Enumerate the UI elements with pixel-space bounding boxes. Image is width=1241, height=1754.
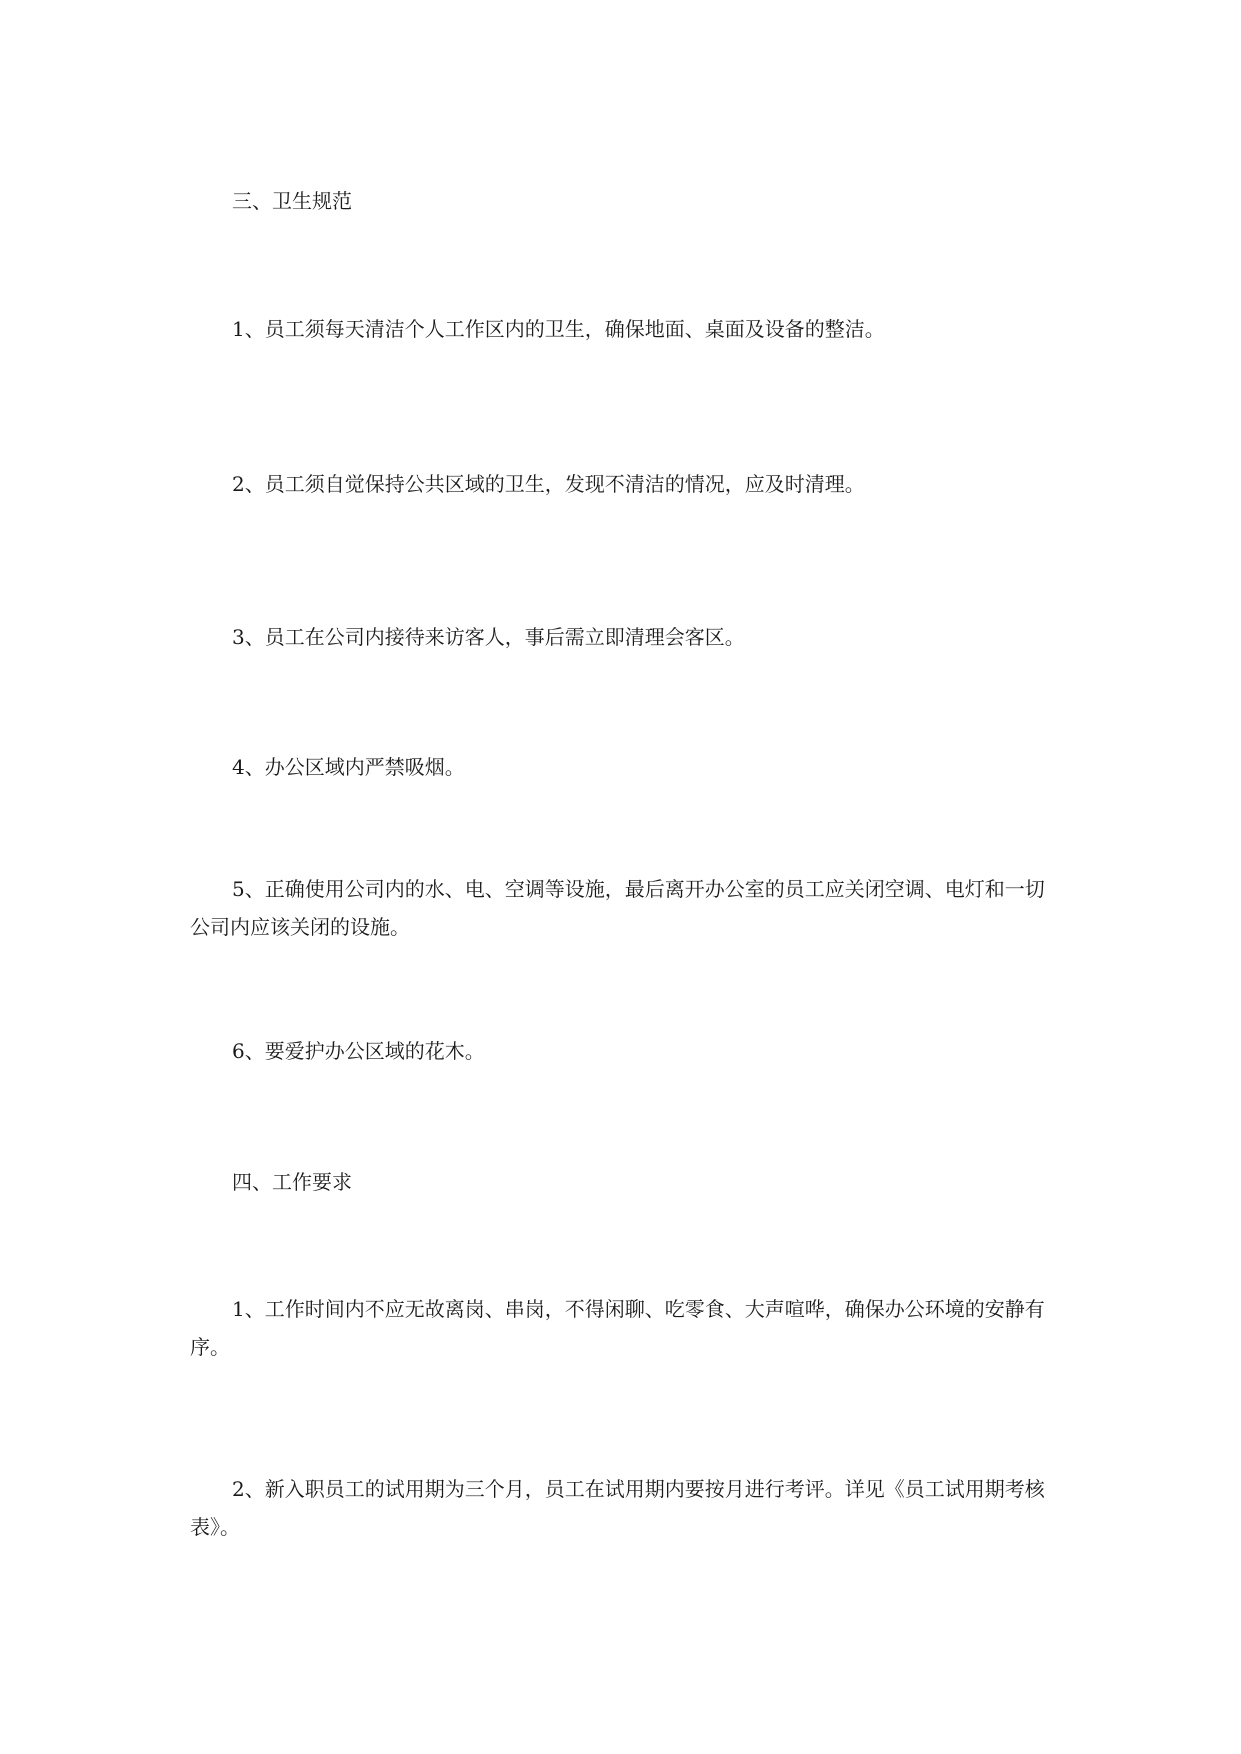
work-item-2: 2、新入职员工的试用期为三个月，员工在试用期内要按月进行考评。详见《员工试用期考核表》。 bbox=[190, 1477, 1045, 1539]
section-heading-work-requirements: 四、工作要求 bbox=[232, 1170, 352, 1194]
hygiene-item-4: 4、办公区域内严禁吸烟。 bbox=[232, 755, 465, 779]
hygiene-item-6: 6、要爱护办公区域的花木。 bbox=[232, 1039, 485, 1063]
hygiene-item-5: 5、正确使用公司内的水、电、空调等设施，最后离开办公室的员工应关闭空调、电灯和一切公司内应该关闭的设施。 bbox=[190, 877, 1045, 939]
section-heading-hygiene: 三、卫生规范 bbox=[232, 189, 352, 213]
work-item-1: 1、工作时间内不应无故离岗、串岗，不得闲聊、吃零食、大声喧哗，确保办公环境的安静有序。 bbox=[190, 1297, 1045, 1359]
hygiene-item-2: 2、员工须自觉保持公共区域的卫生，发现不清洁的情况，应及时清理。 bbox=[232, 472, 865, 496]
hygiene-item-1: 1、员工须每天清洁个人工作区内的卫生，确保地面、桌面及设备的整洁。 bbox=[232, 317, 885, 341]
hygiene-item-3: 3、员工在公司内接待来访客人，事后需立即清理会客区。 bbox=[232, 625, 745, 649]
